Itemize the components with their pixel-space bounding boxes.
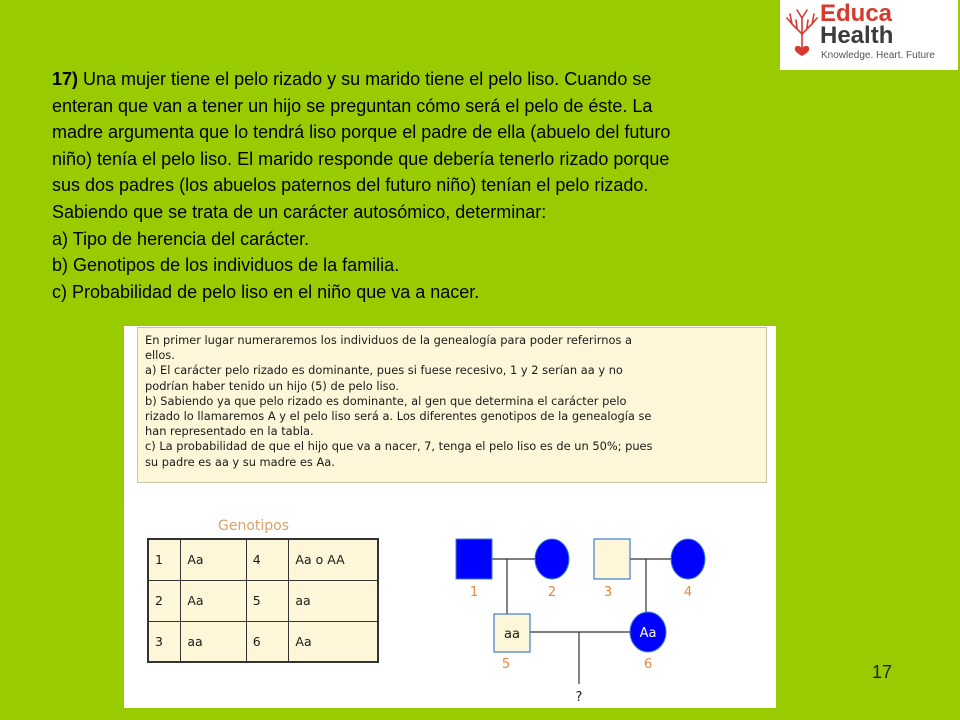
solution-panel bbox=[124, 326, 776, 708]
tree-logo-icon bbox=[784, 4, 820, 56]
solution-line: En primer lugar numeraremos los individuos de la genealogía para poder referirnos a bbox=[145, 333, 632, 347]
individual-number-3: 3 bbox=[603, 585, 613, 600]
table-cell: aa bbox=[181, 621, 246, 662]
educa-health-logo bbox=[780, 0, 958, 70]
individual-4-circle bbox=[671, 539, 705, 579]
individual-3-square bbox=[594, 539, 630, 579]
table-row bbox=[148, 621, 378, 662]
problem-line: Sabiendo que se trata de un carácter autosómico, determinar: bbox=[52, 201, 547, 222]
individual-number-6: 6 bbox=[643, 657, 653, 672]
table-cell: Aa bbox=[289, 621, 378, 662]
table-row bbox=[148, 580, 378, 621]
individual-number-1: 1 bbox=[469, 585, 479, 600]
table-cell: 5 bbox=[246, 580, 289, 621]
individual-number-5: 5 bbox=[501, 657, 511, 672]
problem-line: madre argumenta que lo tendrá liso porque el padre de ella (abuelo del futuro bbox=[52, 122, 671, 143]
unknown-child-label: ? bbox=[575, 690, 583, 705]
individual-1-square bbox=[456, 539, 492, 579]
individual-6-genotype: Aa bbox=[639, 626, 657, 641]
table-cell: 4 bbox=[246, 539, 289, 580]
individual-5-genotype: aa bbox=[504, 627, 520, 642]
problem-line: c) Probabilidad de pelo liso en el niño que va a nacer. bbox=[52, 281, 480, 302]
solution-line: a) El carácter pelo rizado es dominante, pues si fuese recesivo, 1 y 2 serían aa y no bbox=[145, 363, 623, 378]
problem-line: b) Genotipos de los individuos de la familia. bbox=[52, 255, 400, 276]
problem-line: enteran que van a tener un hijo se preguntan cómo será el pelo de éste. La bbox=[52, 95, 653, 116]
table-cell: 1 bbox=[148, 539, 181, 580]
genotypes-table bbox=[147, 538, 379, 663]
solution-line: ellos. bbox=[145, 348, 175, 363]
slide-number: 17 bbox=[872, 662, 893, 682]
table-cell: 3 bbox=[148, 621, 181, 662]
table-row bbox=[148, 539, 378, 580]
table-cell: Aa o AA bbox=[289, 539, 378, 580]
solution-text-box bbox=[137, 327, 767, 483]
problem-line: niño) tenía el pelo liso. El marido responde que debería tenerlo rizado porque bbox=[52, 148, 670, 169]
individual-number-4: 4 bbox=[683, 585, 693, 600]
problem-statement bbox=[52, 66, 912, 305]
logo-tagline: Knowledge. Heart. Future bbox=[821, 50, 935, 61]
table-cell: aa bbox=[289, 580, 378, 621]
solution-line: c) La probabilidad de que el hijo que va a nacer, 7, tenga el pelo liso es de un 50%; pues bbox=[145, 439, 653, 454]
problem-line: a) Tipo de herencia del carácter. bbox=[52, 228, 310, 249]
solution-line: podrían haber tenido un hijo (5) de pelo liso. bbox=[145, 378, 399, 393]
individual-2-circle bbox=[535, 539, 569, 579]
solution-line: rizado lo llamaremos A y el pelo liso será a. Los diferentes genotipos de la genealogía se bbox=[145, 409, 652, 424]
solution-line: su padre es aa y su madre es Aa. bbox=[145, 454, 335, 469]
table-cell: Aa bbox=[181, 539, 246, 580]
problem-line: sus dos padres (los abuelos paternos del futuro niño) tenían el pelo rizado. bbox=[52, 175, 649, 196]
logo-word-health: Health bbox=[820, 22, 894, 49]
table-cell: 6 bbox=[246, 621, 289, 662]
problem-line: 17) Una mujer tiene el pelo rizado y su marido tiene el pelo liso. Cuando se bbox=[52, 69, 652, 89]
table-cell: Aa bbox=[181, 580, 246, 621]
individual-number-2: 2 bbox=[547, 585, 557, 600]
solution-line: han representado en la tabla. bbox=[145, 424, 314, 439]
table-cell: 2 bbox=[148, 580, 181, 621]
solution-line: b) Sabiendo ya que pelo rizado es dominante, al gen que determina el carácter pelo bbox=[145, 393, 627, 408]
genotypes-title: Genotipos bbox=[218, 518, 290, 534]
pedigree-diagram bbox=[424, 526, 754, 708]
logo-word-educa: Educa bbox=[820, 0, 893, 27]
